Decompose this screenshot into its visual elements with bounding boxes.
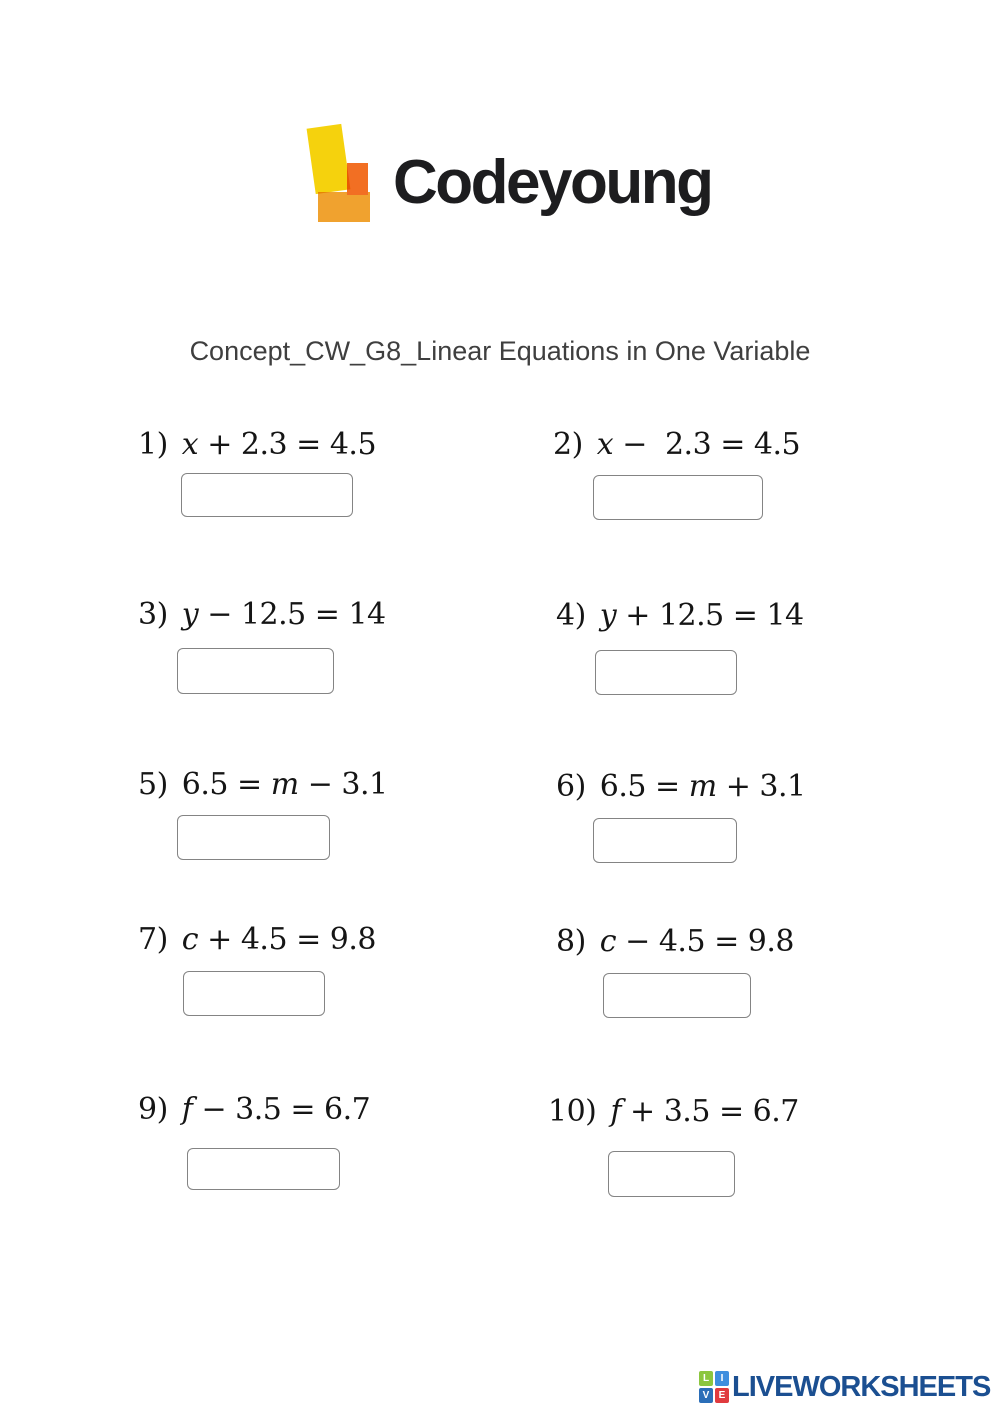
variable: m [270, 767, 299, 802]
answer-input-5[interactable] [177, 815, 330, 860]
problem-4 [556, 598, 804, 634]
problem-number: 5) [138, 767, 168, 802]
answer-input-1[interactable] [181, 473, 353, 517]
problem-number: 10) [548, 1094, 597, 1129]
problem-number: 1) [138, 427, 168, 462]
equation-10: 10) f + 3.5 = 6.7 [548, 1094, 799, 1129]
problem-8 [556, 924, 794, 960]
answer-input-9[interactable] [187, 1148, 340, 1190]
answer-input-6[interactable] [593, 818, 737, 863]
codeyoung-wordmark: Codeyoung [393, 148, 712, 217]
variable: y [181, 597, 199, 632]
codeyoung-logo [0, 0, 1000, 260]
liveworksheets-icon-tile: L [699, 1371, 713, 1386]
problem-number: 7) [138, 922, 168, 957]
answer-input-4[interactable] [595, 650, 737, 695]
answer-input-2[interactable] [593, 475, 763, 520]
problem-3 [138, 597, 386, 633]
problem-number: 4) [556, 598, 586, 633]
problem-number: 8) [556, 924, 586, 959]
liveworksheets-icon-tile: E [715, 1388, 729, 1403]
variable: f [610, 1094, 621, 1129]
liveworksheets-icon [699, 1371, 729, 1403]
problem-number: 9) [138, 1092, 168, 1127]
equation-3: 3) y − 12.5 = 14 [138, 597, 386, 632]
equation-6: 6) 6.5 = m + 3.1 [556, 769, 806, 804]
answer-input-10[interactable] [608, 1151, 735, 1197]
variable: x [181, 427, 199, 462]
equation-7: 7) c + 4.5 = 9.8 [138, 922, 376, 957]
equation-4: 4) y + 12.5 = 14 [556, 598, 804, 633]
problem-5 [138, 767, 388, 803]
codeyoung-logo-icon [318, 192, 370, 222]
variable: x [596, 427, 614, 462]
problem-number: 6) [556, 769, 586, 804]
answer-input-7[interactable] [183, 971, 325, 1016]
variable: y [599, 598, 617, 633]
variable: m [688, 769, 717, 804]
problem-7 [138, 922, 376, 958]
answer-input-8[interactable] [603, 973, 751, 1018]
worksheet-title: Concept_CW_G8_Linear Equations in One Variable [189, 336, 811, 366]
liveworksheets-wordmark: LIVEWORKSHEETS [732, 1371, 991, 1403]
equation-8: 8) c − 4.5 = 9.8 [556, 924, 794, 959]
variable: c [181, 922, 199, 957]
answer-input-3[interactable] [177, 648, 334, 694]
codeyoung-logo-icon [347, 163, 368, 195]
problem-2 [553, 427, 800, 463]
codeyoung-logo-icon [307, 124, 351, 194]
liveworksheets-logo[interactable] [699, 1370, 990, 1404]
equation-9: 9) f − 3.5 = 6.7 [138, 1092, 371, 1127]
problem-1 [138, 427, 376, 463]
problem-9 [138, 1092, 370, 1128]
equation-1: 1) x + 2.3 = 4.5 [138, 427, 377, 462]
problem-number: 2) [553, 427, 583, 462]
variable: c [599, 924, 617, 959]
problem-6 [556, 769, 806, 805]
problem-number: 3) [138, 597, 168, 632]
problem-10 [548, 1094, 799, 1130]
equation-2: 2) x − 2.3 = 4.5 [553, 427, 801, 462]
equation-5: 5) 6.5 = m − 3.1 [138, 767, 388, 802]
liveworksheets-icon-tile: I [715, 1371, 729, 1386]
variable: f [181, 1092, 193, 1127]
liveworksheets-icon-tile: V [699, 1388, 713, 1403]
